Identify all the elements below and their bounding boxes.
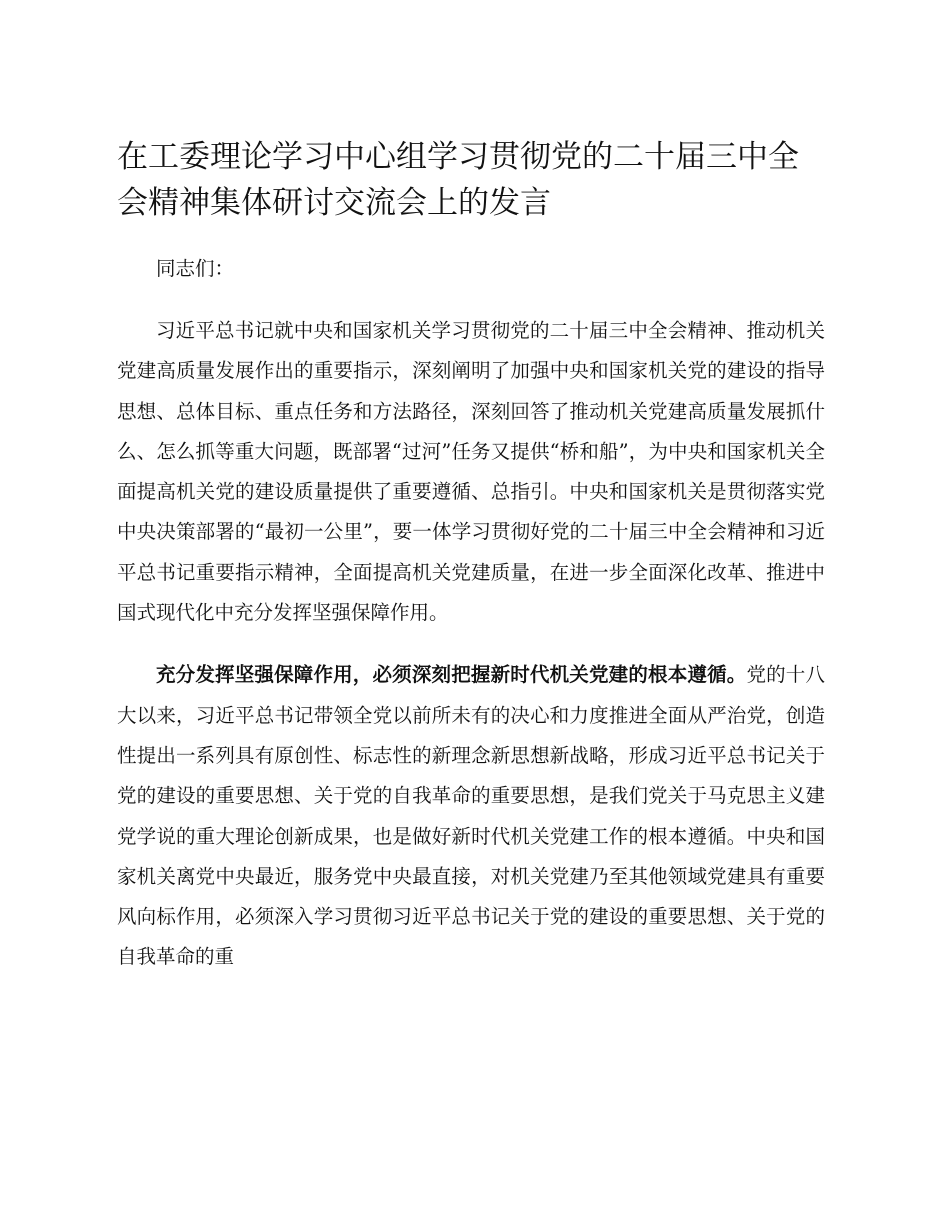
paragraph-2-lead: 充分发挥坚强保障作用，必须深刻把握新时代机关党建的根本遵循。 <box>156 663 747 687</box>
document-title: 在工委理论学习中心组学习贯彻党的二十届三中全会精神集体研讨交流会上的发言 <box>117 139 799 221</box>
paragraph-2 <box>117 655 825 977</box>
paragraph-1 <box>117 311 825 633</box>
document-page <box>117 134 825 978</box>
salutation: 同志们： <box>156 257 235 280</box>
paragraph-1-text: 习近平总书记就中央和国家机关学习贯彻党的二十届三中全会精神、推动机关党建高质量发展作出的重要指示，深刻阐明了加强中央和国家机关党的建设的指导思想、总体目标、重点任务和方法路径，深刻回答了推动机关党建高质量发展抓什么、怎么抓等重大问题，既部署“过河”任务又提供“桥和船”，为中央和国家机关全面提高机关党的建设质量提供了重要遵循、总指引。中央和国家机关是贯彻落实党中央决策部署的“最初一公里”，要一体学习贯彻好党的二十届三中全会精神和习近平总书记重要指示精神，全面提高机关党建质量，在进一步全面深化改革、推进中国式现代化中充分发挥坚强保障作用。 <box>117 319 825 625</box>
paragraph-2-text: 党的十八大以来，习近平总书记带领全党以前所未有的决心和力度推进全面从严治党，创造性提出一系列具有原创性、标志性的新理念新思想新战略，形成习近平总书记关于党的建设的重要思想、关于党的自我革命的重要思想，是我们党关于马克思主义建党学说的重大理论创新成果，也是做好新时代机关党建工作的根本遵循。中央和国家机关离党中央最近，服务党中央最直接，对机关党建乃至其他领域党建具有重要风向标作用，必须深入学习贯彻习近平总书记关于党的建设的重要思想、关于党的自我革命的重 <box>117 663 825 969</box>
